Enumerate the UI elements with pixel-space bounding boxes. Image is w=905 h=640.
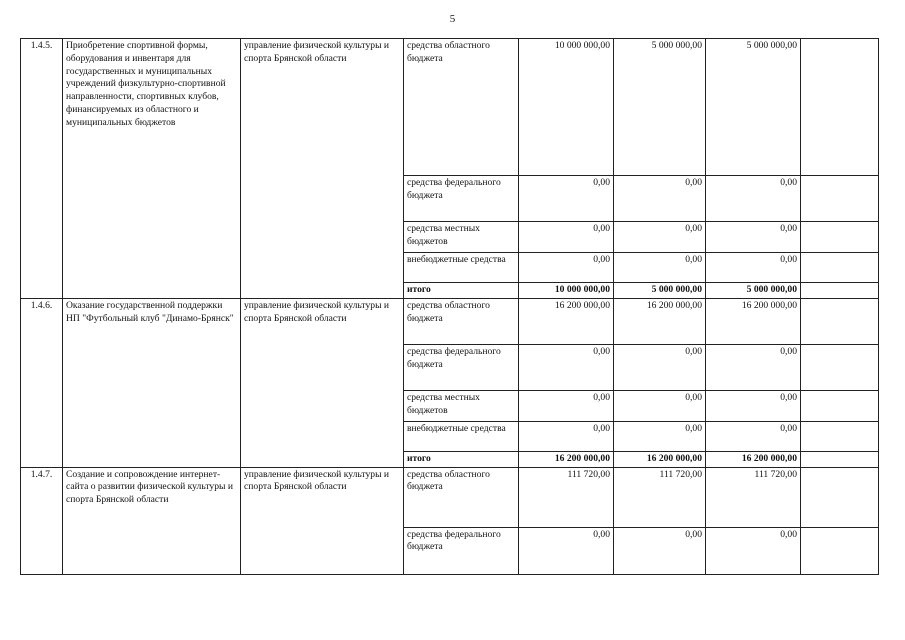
amount-cell: 111 720,00 [614, 467, 706, 527]
amount-cell: 0,00 [519, 253, 614, 283]
empty-cell [801, 344, 879, 390]
empty-cell [801, 451, 879, 467]
amount-cell: 0,00 [706, 527, 801, 574]
empty-cell [801, 283, 879, 299]
funding-source: средства федерального бюджета [404, 344, 519, 390]
empty-cell [801, 421, 879, 451]
item-executor: управление физической культуры и спорта Брянской области [241, 298, 404, 467]
total-label: итого [404, 283, 519, 299]
amount-cell: 0,00 [614, 176, 706, 222]
empty-cell [801, 527, 879, 574]
amount-cell: 0,00 [519, 344, 614, 390]
total-label: итого [404, 451, 519, 467]
amount-cell: 0,00 [706, 390, 801, 421]
amount-cell: 0,00 [519, 421, 614, 451]
amount-cell: 0,00 [614, 421, 706, 451]
empty-cell [801, 39, 879, 176]
amount-cell: 10 000 000,00 [519, 39, 614, 176]
funding-source: средства областного бюджета [404, 298, 519, 344]
total-amount: 5 000 000,00 [614, 283, 706, 299]
amount-cell: 0,00 [519, 176, 614, 222]
funding-source: средства областного бюджета [404, 39, 519, 176]
amount-cell: 0,00 [614, 344, 706, 390]
page-number: 5 [449, 13, 456, 25]
item-name: Создание и сопровождение интернет-сайта о развитии физической культуры и спорта Брянской области [63, 467, 241, 574]
item-executor: управление физической культуры и спорта Брянской области [241, 39, 404, 299]
table-row [21, 298, 879, 344]
item-name: Оказание государственной поддержки НП "Футбольный клуб "Динамо-Брянск" [63, 298, 241, 467]
amount-cell: 5 000 000,00 [614, 39, 706, 176]
table-row [21, 39, 879, 176]
amount-cell: 0,00 [614, 390, 706, 421]
amount-cell: 16 200 000,00 [519, 298, 614, 344]
amount-cell: 0,00 [519, 527, 614, 574]
funding-source: внебюджетные средства [404, 421, 519, 451]
item-name: Приобретение спортивной формы, оборудования и инвентаря для государственных и муниципальных учреждений физкультурно-спортивной направленности, спортивных клубов, финансируемых из областного и муниципальных бюджетов [63, 39, 241, 299]
amount-cell: 0,00 [614, 253, 706, 283]
total-amount: 16 200 000,00 [706, 451, 801, 467]
empty-cell [801, 176, 879, 222]
amount-cell: 0,00 [614, 222, 706, 253]
empty-cell [801, 222, 879, 253]
total-amount: 5 000 000,00 [706, 283, 801, 299]
empty-cell [801, 390, 879, 421]
amount-cell: 111 720,00 [706, 467, 801, 527]
amount-cell: 0,00 [706, 176, 801, 222]
empty-cell [801, 298, 879, 344]
total-amount: 16 200 000,00 [614, 451, 706, 467]
empty-cell [801, 467, 879, 527]
funding-source: средства федерального бюджета [404, 176, 519, 222]
budget-table [20, 38, 879, 575]
item-code: 1.4.6. [21, 298, 63, 467]
amount-cell: 0,00 [519, 222, 614, 253]
amount-cell: 0,00 [706, 222, 801, 253]
amount-cell: 0,00 [519, 390, 614, 421]
amount-cell: 111 720,00 [519, 467, 614, 527]
funding-source: средства областного бюджета [404, 467, 519, 527]
funding-source: внебюджетные средства [404, 253, 519, 283]
amount-cell: 0,00 [706, 253, 801, 283]
table-row [21, 467, 879, 527]
total-amount: 16 200 000,00 [519, 451, 614, 467]
amount-cell: 0,00 [706, 344, 801, 390]
amount-cell: 0,00 [614, 527, 706, 574]
amount-cell: 5 000 000,00 [706, 39, 801, 176]
funding-source: средства местных бюджетов [404, 390, 519, 421]
amount-cell: 16 200 000,00 [706, 298, 801, 344]
amount-cell: 16 200 000,00 [614, 298, 706, 344]
item-executor: управление физической культуры и спорта Брянской области [241, 467, 404, 574]
empty-cell [801, 253, 879, 283]
funding-source: средства местных бюджетов [404, 222, 519, 253]
funding-source: средства федерального бюджета [404, 527, 519, 574]
total-amount: 10 000 000,00 [519, 283, 614, 299]
item-code: 1.4.5. [21, 39, 63, 299]
item-code: 1.4.7. [21, 467, 63, 574]
amount-cell: 0,00 [706, 421, 801, 451]
